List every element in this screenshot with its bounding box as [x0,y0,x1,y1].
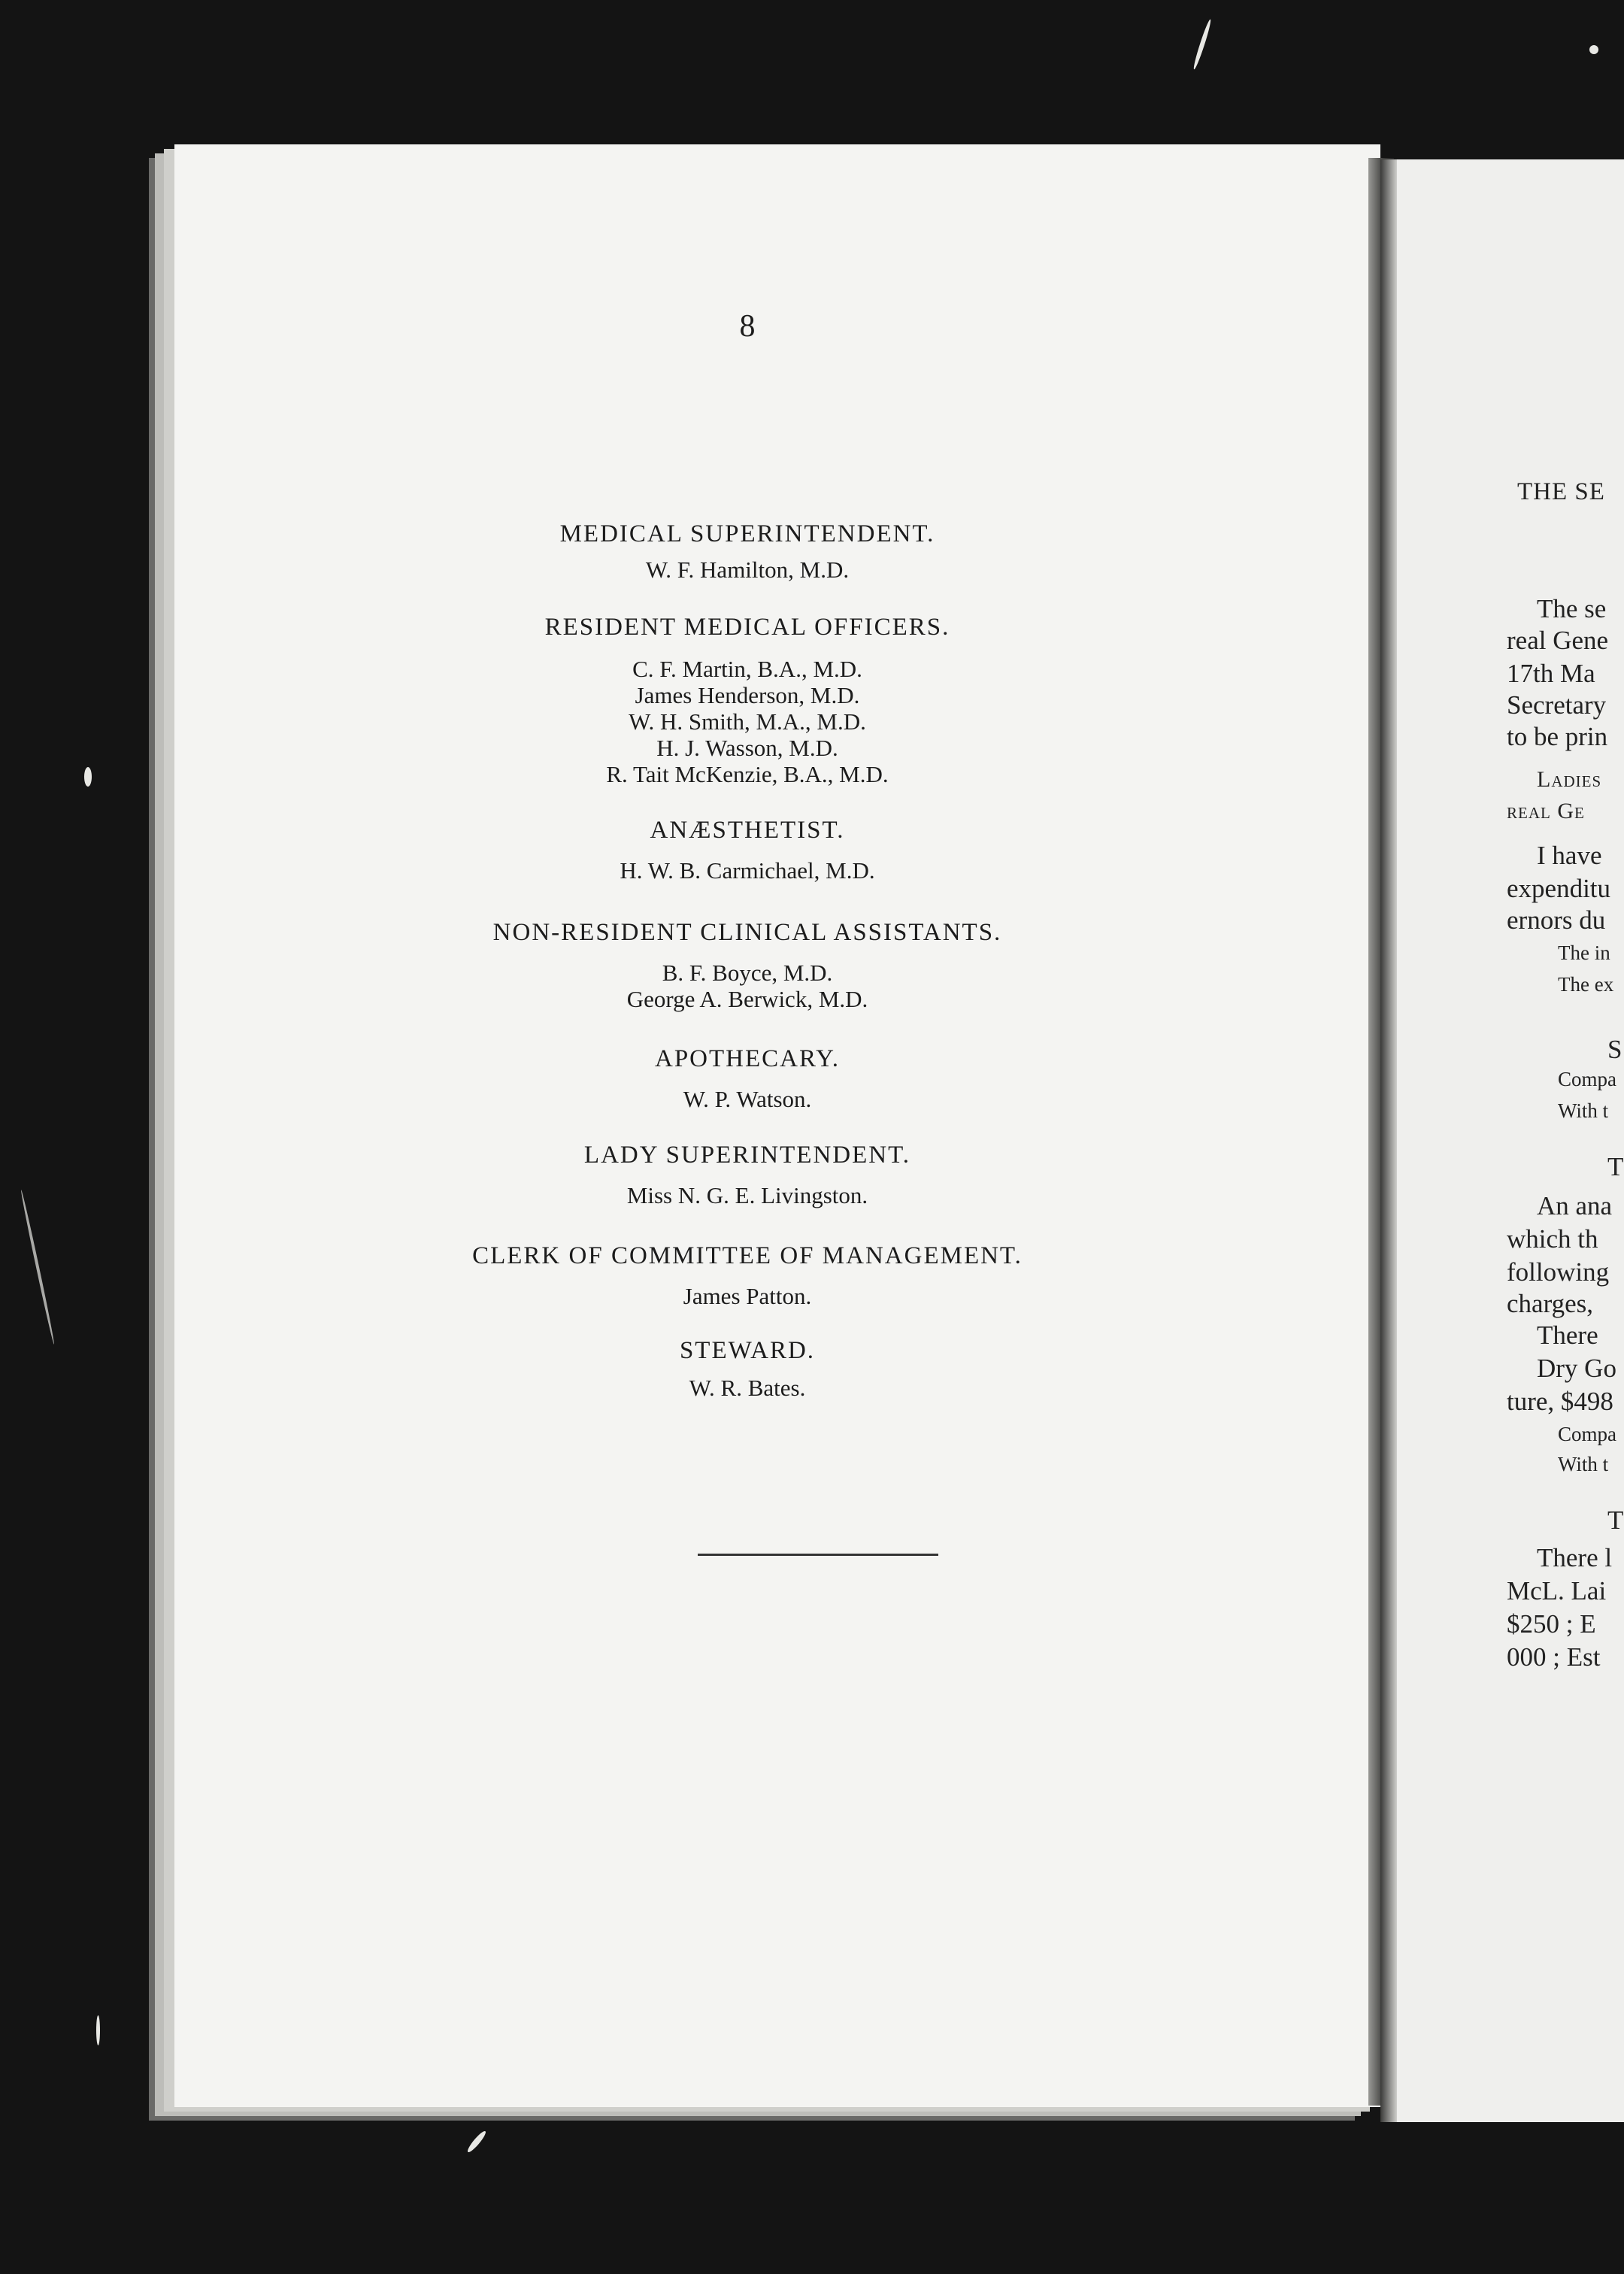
page-number: 8 [739,309,756,344]
name-list [174,1086,1320,1112]
section-heading: LADY SUPERINTENDENT. [583,1142,911,1169]
dust-speck [465,2130,487,2154]
dust-speck [96,2015,100,2045]
text-line: expenditu [1507,874,1611,903]
section-heading: RESIDENT MEDICAL OFFICERS. [544,614,950,641]
staff-name: George A. Berwick, M.D. [626,986,868,1012]
text-line: I have [1537,841,1602,870]
staff-name: C. F. Martin, B.A., M.D. [632,656,862,682]
section-non-resident-clinical-assistants [174,917,1320,1012]
text-line: 000 ; Est [1507,1642,1601,1672]
section-clerk-of-committee [174,1241,1320,1309]
text-line: There [1537,1320,1598,1350]
right-page [1380,159,1624,2122]
name-list [174,1375,1320,1401]
section-heading: MEDICAL SUPERINTENDENT. [559,520,935,547]
text-line: Secretary [1507,690,1607,720]
staff-name: James Patton. [683,1283,812,1309]
staff-name: James Henderson, M.D. [635,682,860,708]
left-page [174,144,1380,2107]
name-list [174,1283,1320,1309]
dust-speck [84,767,92,787]
section-heading: CLERK OF COMMITTEE OF MANAGEMENT. [472,1242,1023,1269]
section-lady-superintendent [174,1140,1320,1208]
text-line: real Gene [1507,626,1609,655]
text-line: 17th Ma [1507,659,1595,688]
text-line: With t [1558,1099,1609,1122]
text-line: T [1607,1505,1624,1535]
text-line: THE SE [1517,478,1605,505]
name-list [174,857,1320,884]
text-line: following [1507,1257,1610,1287]
section-heading: STEWARD. [679,1337,816,1364]
text-line: Compa [1558,1423,1616,1445]
staff-name: W. P. Watson. [683,1086,812,1112]
staff-name: H. W. B. Carmichael, M.D. [620,857,875,884]
text-line: The in [1558,941,1610,964]
staff-name: R. Tait McKenzie, B.A., M.D. [606,761,889,787]
text-line: With t [1558,1453,1609,1475]
section-resident-medical-officers [174,612,1320,787]
section-anaesthetist [174,815,1320,884]
name-list [174,1182,1320,1208]
section-steward [174,1336,1320,1401]
dust-speck [20,1190,56,1345]
staff-name: H. J. Wasson, M.D. [656,735,838,761]
dust-speck [1589,45,1598,54]
staff-name: Miss N. G. E. Livingston. [626,1182,868,1208]
text-line: Ladies [1537,767,1602,792]
text-line: The ex [1558,973,1614,996]
text-line: An ana [1537,1191,1613,1220]
text-line: to be prin [1507,722,1608,751]
section-apothecary [174,1044,1320,1112]
section-heading: NON-RESIDENT CLINICAL ASSISTANTS. [492,919,1002,946]
text-line: $250 ; E [1507,1609,1596,1639]
horizontal-rule [698,1554,938,1556]
text-line: McL. Lai [1507,1576,1607,1605]
section-medical-superintendent [174,519,1320,583]
text-line: S [1607,1035,1622,1064]
text-line: ture, $498 [1507,1387,1613,1416]
text-line: which th [1507,1224,1598,1254]
text-line: Dry Go [1537,1354,1616,1383]
section-heading: ANÆSTHETIST. [650,817,845,844]
section-heading: APOTHECARY. [654,1045,841,1072]
staff-name: W. F. Hamilton, M.D. [645,556,850,583]
text-line: There l [1537,1543,1613,1572]
text-line: Compa [1558,1068,1616,1090]
name-list [174,656,1320,787]
name-list [174,960,1320,1012]
staff-name: W. H. Smith, M.A., M.D. [629,708,866,735]
dust-speck [1192,19,1212,70]
text-line: The se [1537,594,1607,623]
staff-name: W. R. Bates. [689,1375,806,1401]
staff-name: B. F. Boyce, M.D. [662,960,833,986]
left-page-content [174,144,1380,2107]
text-line: charges, [1507,1289,1593,1318]
text-line: ernors du [1507,905,1606,935]
right-page-text [1380,159,1624,2122]
name-list [174,556,1320,583]
text-line: real Ge [1507,799,1585,823]
text-line: T [1607,1152,1624,1181]
